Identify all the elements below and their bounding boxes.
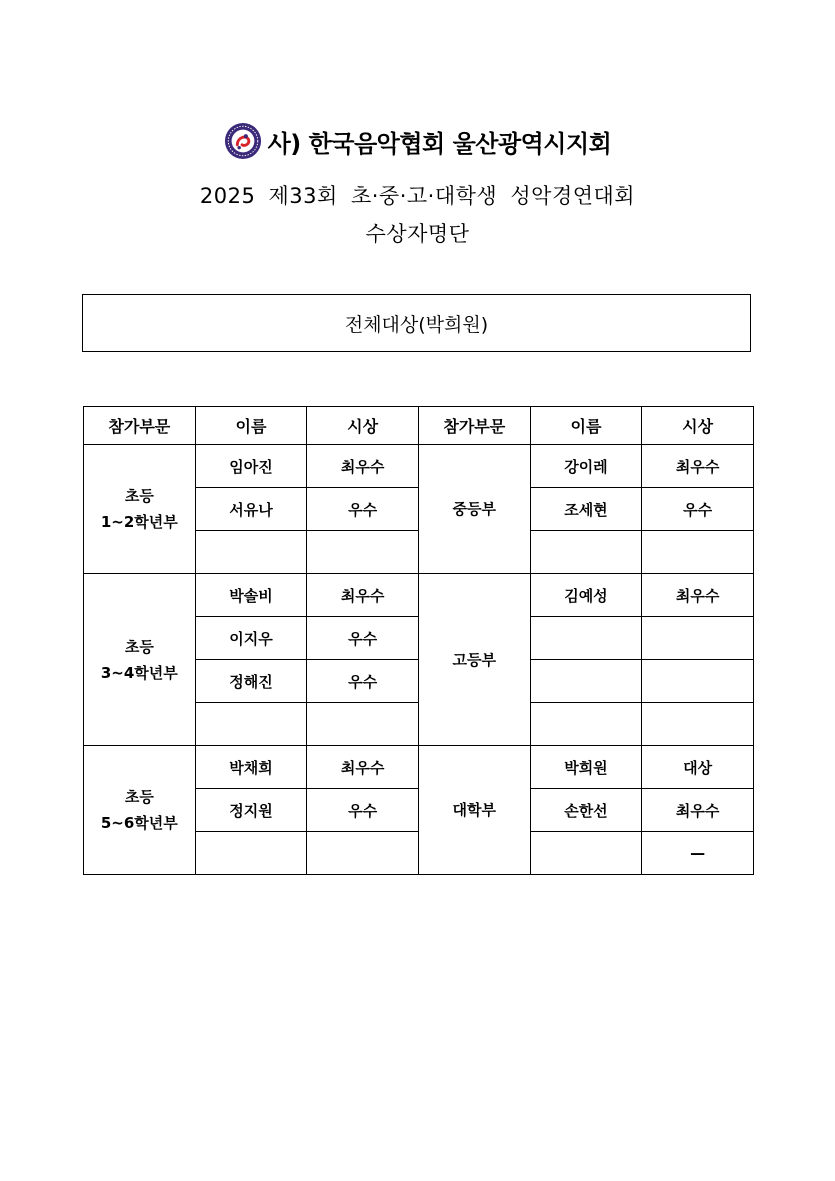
winner-name: 정해진 xyxy=(195,660,307,703)
division-elementary-3-4: 초등 3~4학년부 xyxy=(84,574,196,746)
winner-award: 최우수 xyxy=(642,789,754,832)
award-winners-table xyxy=(83,406,754,875)
table-row xyxy=(84,746,754,789)
grand-prize-box xyxy=(82,294,751,352)
winner-award xyxy=(307,703,419,746)
header-award-right: 시상 xyxy=(642,407,754,445)
winner-name: 정지원 xyxy=(195,789,307,832)
winner-award xyxy=(307,531,419,574)
table-row xyxy=(84,445,754,488)
winner-name: 임아진 xyxy=(195,445,307,488)
division-elementary-1-2: 초등 1~2학년부 xyxy=(84,445,196,574)
winner-award xyxy=(642,660,754,703)
winner-award xyxy=(642,617,754,660)
winner-name xyxy=(530,832,642,875)
header-name-right: 이름 xyxy=(530,407,642,445)
division-high-school: 고등부 xyxy=(418,574,530,746)
winner-award: 대상 xyxy=(642,746,754,789)
division-middle-school: 중등부 xyxy=(418,445,530,574)
winner-award: — xyxy=(642,832,754,875)
winner-award: 우수 xyxy=(307,789,419,832)
award-list-title: 수상자명단 xyxy=(365,222,470,246)
winner-name xyxy=(530,660,642,703)
winner-name: 박솔비 xyxy=(195,574,307,617)
header-division-right: 참가부문 xyxy=(418,407,530,445)
winner-award: 우수 xyxy=(642,488,754,531)
winner-award: 최우수 xyxy=(642,445,754,488)
winner-name: 강이레 xyxy=(530,445,642,488)
winner-award: 최우수 xyxy=(307,746,419,789)
winner-award: 우수 xyxy=(307,660,419,703)
winner-name xyxy=(195,832,307,875)
organization-name: 사) 한국음악협회 울산광역시지회 xyxy=(267,129,612,158)
winner-name: 김예성 xyxy=(530,574,642,617)
winner-name xyxy=(530,617,642,660)
winner-name xyxy=(530,531,642,574)
table-row xyxy=(84,574,754,617)
winner-name xyxy=(195,703,307,746)
grand-prize-text: 전체대상(박희원) xyxy=(344,313,489,336)
table-header-row xyxy=(84,407,754,445)
header-award-left: 시상 xyxy=(307,407,419,445)
winner-name xyxy=(195,531,307,574)
winner-award: 최우수 xyxy=(307,574,419,617)
winner-award xyxy=(307,832,419,875)
header-division-left: 참가부문 xyxy=(84,407,196,445)
association-logo-icon xyxy=(224,122,262,160)
winner-award: 최우수 xyxy=(642,574,754,617)
winner-name: 박희원 xyxy=(530,746,642,789)
competition-title: 2025 제33회 초·중·고·대학생 성악경연대회 xyxy=(199,184,636,208)
winner-award: 우수 xyxy=(307,488,419,531)
winner-award xyxy=(642,531,754,574)
winner-award: 최우수 xyxy=(307,445,419,488)
winner-name: 손한선 xyxy=(530,789,642,832)
winner-name xyxy=(530,703,642,746)
division-university: 대학부 xyxy=(418,746,530,875)
organization-header xyxy=(0,122,835,160)
winner-name: 조세현 xyxy=(530,488,642,531)
division-elementary-5-6: 초등 5~6학년부 xyxy=(84,746,196,875)
winner-name: 서유나 xyxy=(195,488,307,531)
winner-name: 이지우 xyxy=(195,617,307,660)
winner-award: 우수 xyxy=(307,617,419,660)
winner-award xyxy=(642,703,754,746)
winner-name: 박채희 xyxy=(195,746,307,789)
header-name-left: 이름 xyxy=(195,407,307,445)
